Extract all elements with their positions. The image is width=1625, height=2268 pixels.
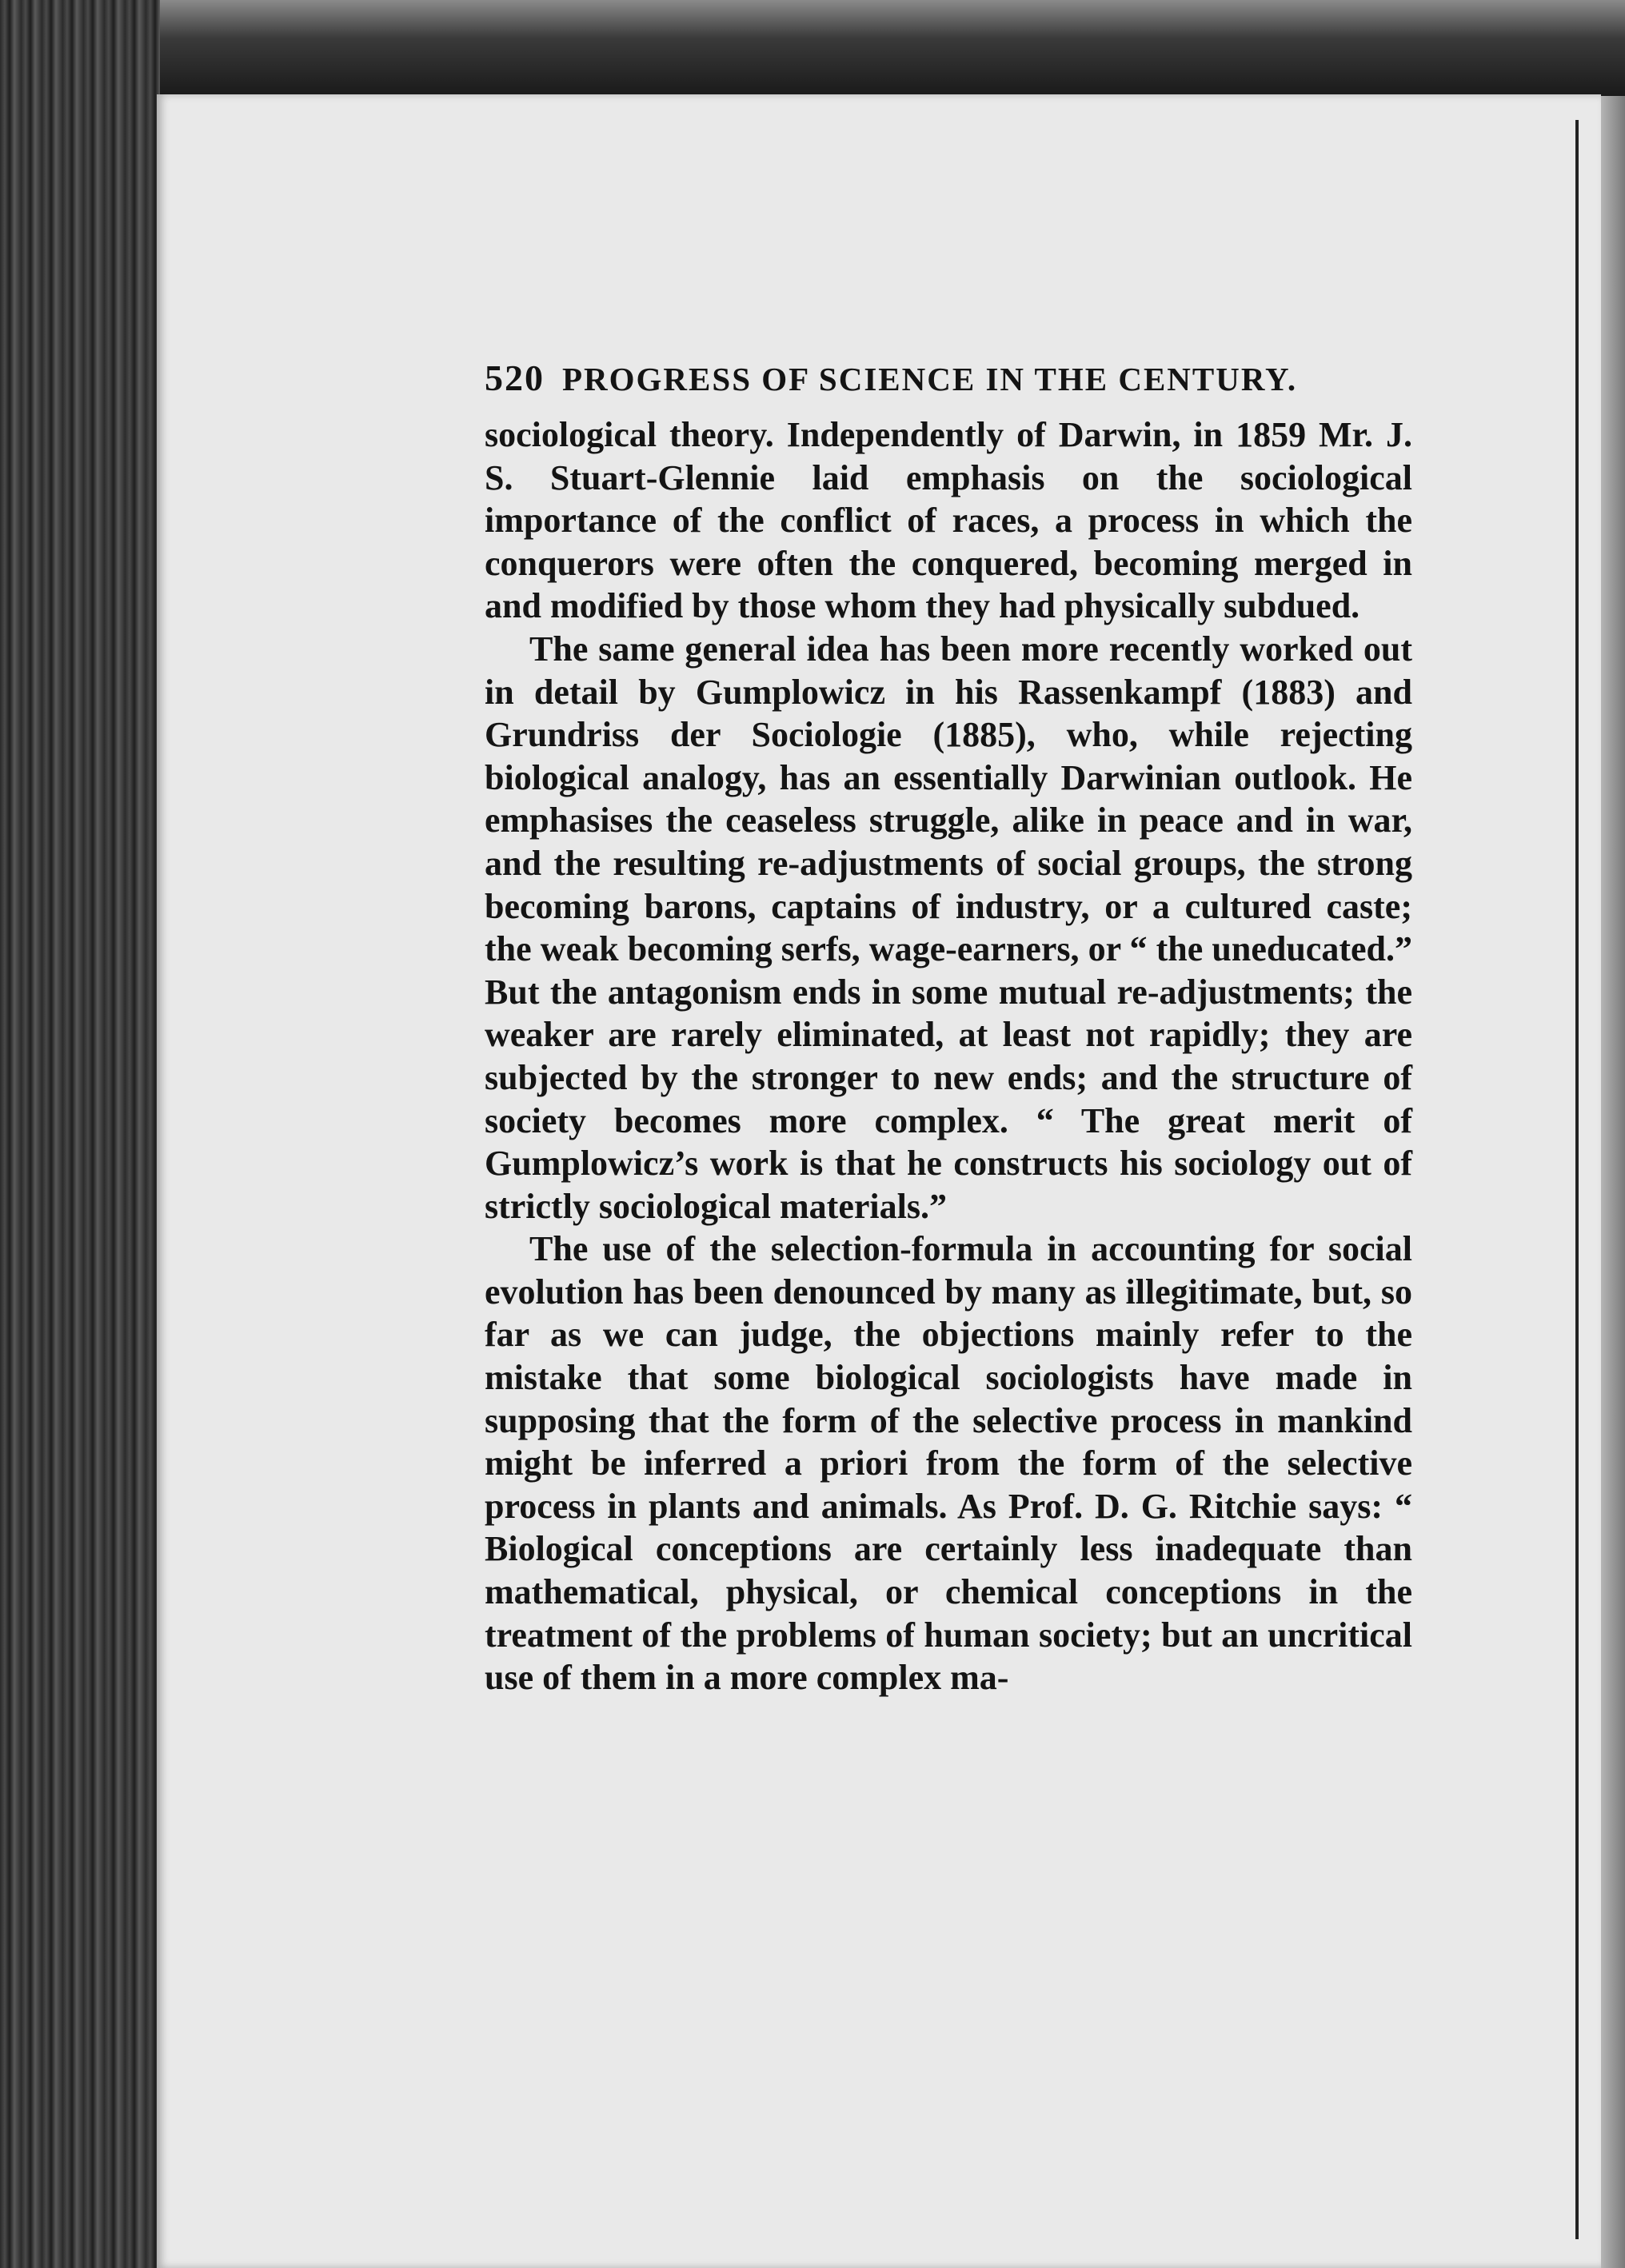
paragraph-3: The use of the selection-formula in accounting for social evolution has been denounced by many as illegitimate, but, so far as we can judge, the objections mainly refer to the mistake that some biological sociologists have made in supposing that the form of the selective process in mankind might be inferred a priori from the form of the selective process in plants and animals. As Prof. D. G. Ritchie says: “ Biological conceptions are certainly less inadequate than mathematical, physical, or chemical conceptions in the treatment of the problems of human society; but an uncritical use of them in a more complex ma- — [485, 1229, 1412, 1698]
scan-right-margin — [1598, 96, 1625, 2268]
page-number: 520 — [485, 357, 545, 398]
running-head — [485, 357, 1412, 399]
book-spine-edge — [0, 0, 160, 2268]
page-text-block — [485, 357, 1412, 1699]
running-title: PROGRESS OF SCIENCE IN THE CENTURY. — [562, 361, 1298, 397]
paragraph-1: sociological theory. Independently of Darwin, in 1859 Mr. J. S. Stuart-Glennie laid emphasis on the sociological importance of the conflict of races, a process in which the conquerors were often the conquered, becoming merged in and modified by those whom they had physically subdued. — [485, 415, 1412, 626]
scan-top-shadow — [0, 0, 1625, 96]
page-edge-line — [1575, 120, 1579, 2239]
paragraph-2: The same general idea has been more recently worked out in detail by Gumplowicz in his Rassenkampf (1883) and Grundriss der Sociologie (1885), who, while rejecting biological analogy, has an essentially Darwinian outlook. He emphasises the ceaseless struggle, alike in peace and in war, and the resulting re-adjustments of social groups, the strong becoming barons, captains of industry, or a cultured caste; the weak becoming serfs, wage-earners, or “ the uneducated.” But the antagonism ends in some mutual re-adjustments; the weaker are rarely eliminated, at least not rapidly; they are subjected by the stronger to new ends; and the structure of society becomes more complex. “ The great merit of Gumplowicz’s work is that he constructs his sociology out of strictly sociological materials.” — [485, 629, 1412, 1226]
